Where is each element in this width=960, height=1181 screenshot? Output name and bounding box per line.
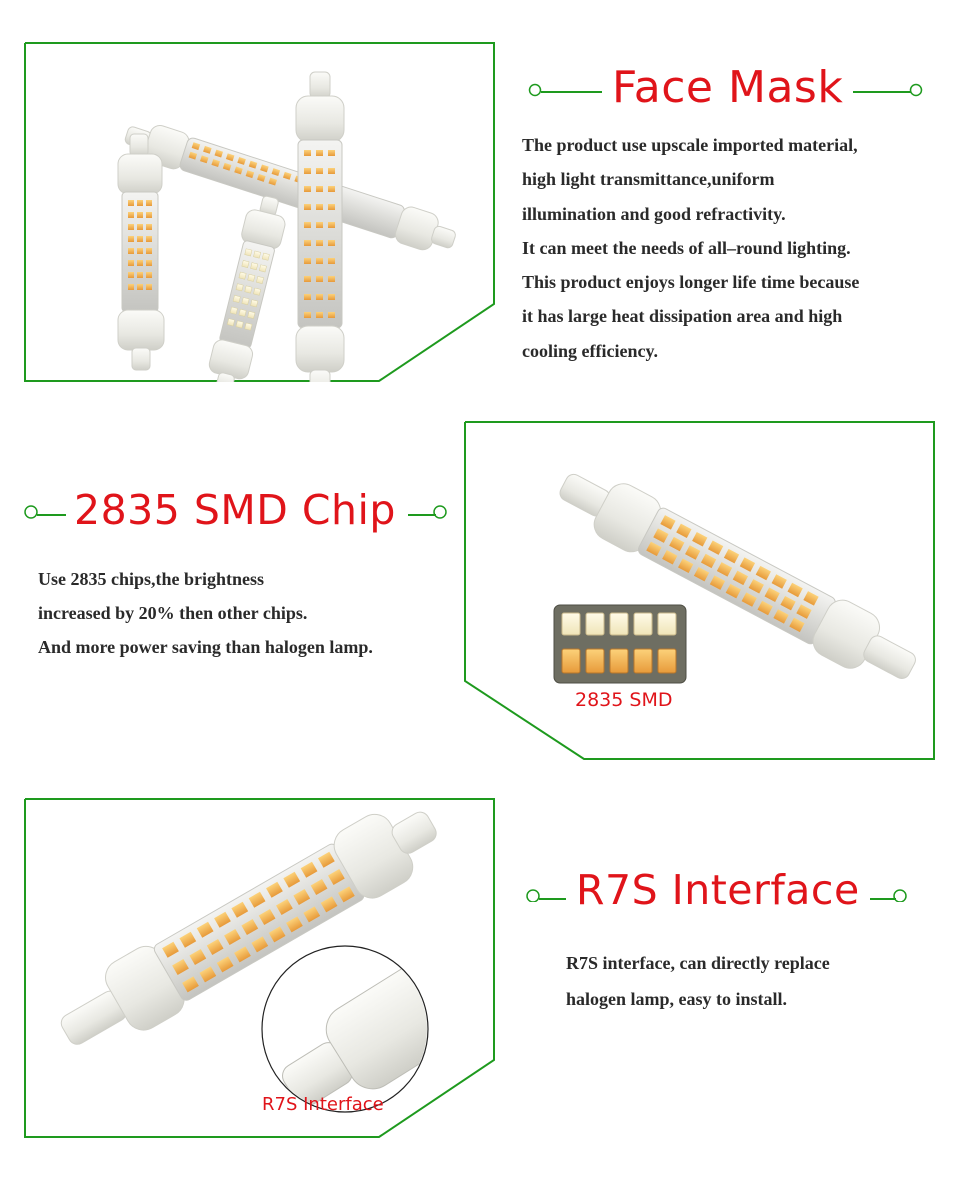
r7s-title: R7S Interface: [576, 866, 860, 914]
text-line: cooling efficiency.: [522, 340, 658, 361]
smd-chip-frame: [464, 421, 936, 761]
smd-chip-description: [38, 562, 373, 664]
smd-chip-title: 2835 SMD Chip: [74, 486, 396, 534]
r7s-description: [566, 945, 830, 1017]
text-line: Use 2835 chips,the brightness: [38, 569, 265, 589]
face-mask-description: [522, 128, 859, 368]
smd-chip-caption: 2835 SMD: [575, 689, 673, 711]
r7s-frame: [24, 798, 496, 1138]
right-ornament-icon: [406, 498, 448, 522]
left-ornament-icon: [22, 498, 68, 522]
smd-chip-inset: [554, 605, 686, 683]
text-line: And more power saving than halogen lamp.: [38, 637, 373, 657]
text-line: high light transmittance,uniform: [522, 169, 775, 190]
text-line: halogen lamp, easy to install.: [566, 989, 788, 1009]
text-line: The product use upscale imported material,: [522, 135, 858, 155]
text-line: This product enjoys longer life time because: [522, 272, 860, 293]
face-mask-heading: [526, 62, 923, 113]
text-line: It can meet the needs of all–round lighting.: [522, 237, 851, 258]
r7s-heading: [524, 866, 908, 914]
led-tubes-image: [24, 42, 496, 382]
text-line: increased by 20% then other chips.: [38, 603, 308, 623]
text-line: it has large heat dissipation area and high: [522, 306, 843, 327]
r7s-tube-image: [24, 798, 496, 1138]
face-mask-title: Face Mask: [612, 62, 844, 113]
text-line: illumination and good refractivity.: [522, 203, 786, 224]
right-ornament-icon: [868, 878, 908, 902]
text-line: R7S interface, can directly replace: [566, 953, 830, 973]
left-ornament-icon: [524, 878, 568, 902]
right-ornament-icon: [851, 78, 923, 98]
r7s-caption: R7S Interface: [262, 1094, 384, 1115]
smd-tube-image: [464, 421, 936, 761]
left-ornament-icon: [526, 78, 604, 98]
face-mask-frame: [24, 42, 496, 382]
smd-chip-heading: [22, 486, 448, 534]
